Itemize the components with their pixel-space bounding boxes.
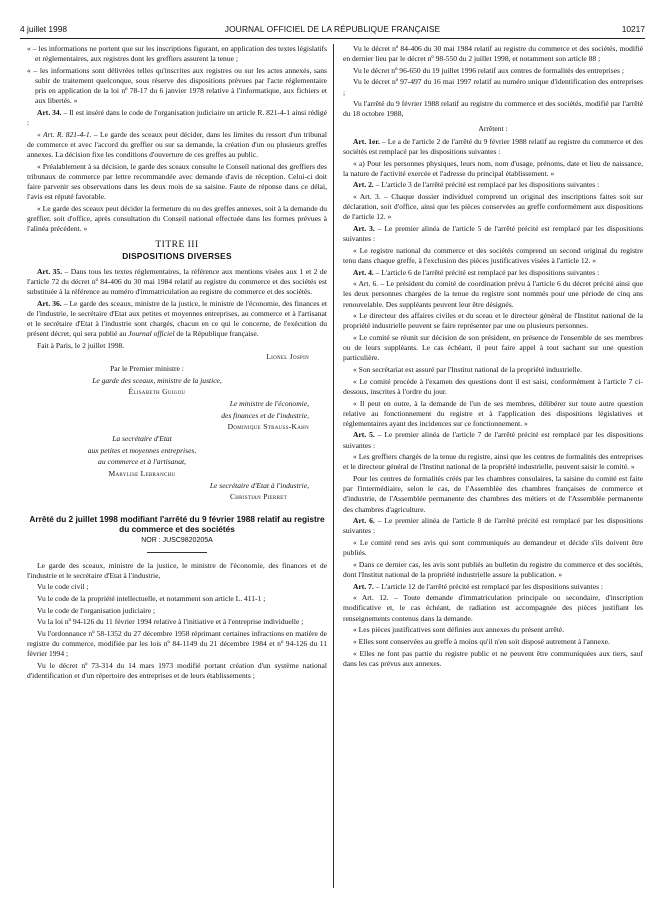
article-7: Art. 7. – L'article 12 de l'arrêté précité est remplacé par les dispositions suivantes : [353,581,604,591]
article-34-paragraph-2: « Préalablement à sa décision, le garde des sceaux consulte le Conseil national des greffiers des tribunaux de commerce par lettre recommandée avec demande d'avis de réception. Celui-ci doit faire parvenir ses observations dans les deux mois de sa saisine. Faute de réponse dans ce délai, l'avis est réputé favorable. [27,161,327,202]
article-6-quote-1: « Le comité rend ses avis qui sont communiqués au demandeur et décide s'ils doivent être publiés. [343,538,643,558]
article-4-quote-2: « Le directeur des affaires civiles et du sceau et le directeur général de l'Institut national de la propriété industrielle peuvent se faire représenter par une ou plusieurs personnes. [343,311,643,331]
article-4-quote-1: « Art. 6. – Le président du comité de coordination prévu à l'article 6 du décret précité ainsi que les deux personnes chargées de la tenue du registre sont nommés pour une période de cinq ans renouvelable. Des suppléants peuvent leur être désignés. [343,279,643,309]
vu-decret-96-650: Vu le décret nº 96-650 du 19 juillet 1996 relatif aux centres de formalités des entreprises ; [353,65,624,75]
secretaire-industrie-title: Le secrétaire d'Etat à l'industrie, [209,480,309,490]
vu-decret-73-314: Vu le décret nº 73-314 du 14 mars 1973 modifié portant création d'un système national d'identification et d'un répertoire des entreprises et de leurs établissements ; [27,660,327,681]
article-34-quote: « Art. R. 821-4-1. – Le garde des sceaux peut décider, dans les limites du ressort d'un tribunal de commerce et avec l'accord du greffier ou sur sa demande, la création d'un ou plusieurs greffes annexes. La décision fixe les conditions d'ouverture de ces greffes au public. [27,129,327,160]
secretaire-pme-title-1: La secrétaire d'Etat [112,433,172,443]
article-2-quote: « Art. 3. – Chaque dossier individuel comprend un original des inscriptions faites soit sur déclaration, soit d'office, ainsi que les pièces conservées au greffe conformément aux dispositions de l'article 12. » [343,192,643,222]
article-4-quote-3: « Le comité se réunit sur décision de son président, en présence de l'ensemble de ses membres ou de leurs suppléants. Le cas échéant, il peut faire appel à tout sachant sur une question particulière. [343,333,643,363]
vu-loi-94-126: Vu la loi nº 94-126 du 11 février 1994 relative à l'initiative et à l'entreprise individuelle ; [37,617,304,627]
column-divider [333,44,334,888]
ministre-economie-title-2: des finances et de l'industrie, [221,410,309,420]
secretaire-industrie-name: Christian Pierret [229,492,287,502]
article-34-paragraph-3: « Le garde des sceaux peut décider la fermeture du ou des greffes annexes, soit à la demande du greffier, soit d'office, après consultation du Conseil national effectuée dans les formes prévues à l'alinéa précédent. » [27,203,327,234]
article-7-quote-4: « Elles ne font pas partie du registre public et ne peuvent être communiquées aux tiers, sauf dans les cas prévus aux annexes. [343,648,643,668]
header-page-number: 10217 [621,24,645,34]
titre-subheading: DISPOSITIONS DIVERSES [122,251,232,262]
article-36: Art. 36. – Le garde des sceaux, ministre de la justice, le ministre de l'économie, des finances et de l'industrie, le secrétaire d'Etat aux petites et moyennes entreprises, au commerce et à l'artisanat et le secrétaire d'Etat à l'industrie sont chargés, chacun en ce qui le concerne, de l'exécution du présent décret, qui sera publié au Journal officiel de la République française. [27,298,327,339]
right-column [343,44,643,670]
bullet-informations-2: « – les informations sont délivrées telles qu'inscrites aux registres ou sur les actes annexés, sans subir de traitement quelconque, sous réserve des dispositions prévues par l'acte réglementaire pris en application de la loi nº 78-17 du 6 janvier 1978 relative à l'informatique, aux fichiers et aux libertés. » [27,65,327,106]
article-3-quote: « Le registre national du commerce et des sociétés comprend un second original du registre tenu dans chaque greffe, à l'exclusion des pièces justificatives visées à l'article 12. » [343,245,643,265]
vu-code-propriete: Vu le code de la propriété intellectuelle, et notamment son article L. 411-1 ; [37,594,266,604]
article-4-quote-6: « Il peut en outre, à la demande de l'un de ses membres, délibérer sur toute autre question relative au fonctionnement du registre et à l'application des dispositions législatives et réglementaires ayant des incidences sur ce fonctionnement. » [343,398,643,428]
page-header [20,24,645,39]
article-5-quote-1: « Les greffiers chargés de la tenue du registre, ainsi que les centres de formalités des entreprises et le directeur général de l'Institut national de la propriété industrielle, peuvent saisir le comité. » [343,452,643,472]
article-5: Art. 5. – Le premier alinéa de l'article 7 de l'arrêté précité est remplacé par les dispositions suivantes : [343,430,644,450]
ministre-economie-title-1: Le ministre de l'économie, [229,399,309,408]
separator-line [147,552,207,553]
article-3: Art. 3. – Le premier alinéa de l'article 5 de l'arrêté précité est remplacé par les dispositions suivantes : [343,224,644,244]
article-7-quote-1: « Art. 12. – Toute demande d'immatriculation principale ou secondaire, d'inscription modificative et, le cas échéant, de radiation est accompagnée des pièces justifiant les renseignements contenus dans la demande. [343,593,643,623]
header-journal-title: JOURNAL OFFICIEL DE LA RÉPUBLIQUE FRANÇAISE [224,24,441,34]
vu-arrete-1988: Vu l'arrêté du 9 février 1988 relatif au registre du commerce et des sociétés, modifié par l'arrêté du 18 octobre 1988, [343,99,643,119]
left-column [27,44,327,683]
article-7-quote-3: « Elles sont conservées au greffe à moins qu'il n'en soit disposé autrement à l'annexe. [353,636,610,646]
article-6: Art. 6. – Le premier alinéa de l'article 8 de l'arrêté précité est remplacé par les dispositions suivantes : [343,516,644,536]
vu-ordonnance-58-1352: Vu l'ordonnance nº 58-1352 du 27 décembre 1958 réprimant certaines infractions en matière de registre du commerce, modifiée par les lois nº 84-1149 du 21 décembre 1984 et nº 94-126 du 11 février 1994 ; [27,629,327,659]
ministre-economie-name: Dominique Strauss-Kahn [227,422,309,432]
article-4-quote-4: « Son secrétariat est assuré par l'Institut national de la propriété industrielle. [353,365,582,375]
article-35: Art. 35. – Dans tous les textes réglementaires, la référence aux mentions visées aux 1 et 2 de l'article 72 du décret nº 84-406 du 30 mai 1984 relatif au registre du commerce et des sociétés est substituée à la référence au numéro d'immatriculation au registre du commerce et des sociétés. [27,266,327,296]
fait-a-paris: Fait à Paris, le 2 juillet 1998. [37,340,125,350]
article-1-quote: « a) Pour les personnes physiques, leurs nom, nom d'usage, prénoms, date et lieu de naissance, la nature de l'activité exercée et l'adresse du principal établissement. » [343,158,643,178]
vu-code-civil: Vu le code civil ; [37,582,89,592]
article-4: Art. 4. – L'article 6 de l'arrêté précité est remplacé par les dispositions suivantes : [353,267,600,277]
secretaire-pme-name: Marylise Lebranchu [108,468,176,478]
titre-heading: TITRE III [155,240,199,251]
header-date: 4 juillet 1998 [20,24,68,34]
article-4-quote-5: « Le comité procède à l'examen des questions dont il est saisi, conformément à l'article 7 ci-dessous, inscrites à l'ordre du jour. [343,376,643,396]
arrete-intro: Le garde des sceaux, ministre de la justice, le ministre de l'économie, des finances et de l'industrie et le secrétaire d'Etat à l'industrie, [27,560,327,580]
article-2: Art. 2. – L'article 3 de l'arrêté précité est remplacé par les dispositions suivantes : [353,180,600,190]
article-6-quote-2: « Dans ce dernier cas, les avis sont publiés au bulletin du registre du commerce et des sociétés, dont l'Institut national de la propriété industrielle assure la publication. » [343,559,643,579]
garde-des-sceaux-title: Le garde des sceaux, ministre de la justice, [92,375,222,385]
arrete-title: Arrêté du 2 juillet 1998 modifiant l'arrêté du 9 février 1988 relatif au registre du commerce et des sociétés [29,514,325,535]
vu-decret-84-406: Vu le décret nº 84-406 du 30 mai 1984 relatif au registre du commerce et des sociétés, modifié en dernier lieu par le décret nº 98-550 du 2 juillet 1998, et notamment son article 88 ; [343,44,643,64]
article-34: Art. 34. – Il est inséré dans le code de l'organisation judiciaire un article R. 821-4-1 ainsi rédigé : [27,107,327,128]
article-7-quote-2: « Les pièces justificatives sont définies aux annexes du présent arrêté. [353,625,565,635]
article-1: Art. 1er. – Le a de l'article 2 de l'arrêté du 9 février 1988 relatif au registre du commerce et des sociétés est remplacé par les dispositions suivantes : [343,136,643,156]
secretaire-pme-title-3: au commerce et à l'artisanat, [98,457,186,467]
bullet-informations-1: « – les informations ne portent que sur les inscriptions figurant, en application des textes législatifs et réglementaires, aux registres dont les greffiers assurent la tenue ; [27,44,327,64]
vu-code-organisation: Vu le code de l'organisation judiciaire ; [37,605,156,615]
garde-des-sceaux-name: Élisabeth Guigou [128,387,186,397]
nor-reference: NOR : JUSC9820205A [141,537,213,545]
vu-decret-97-497: Vu le décret nº 97-497 du 16 mai 1997 relatif au numéro unique d'identification des entreprises ; [343,77,643,97]
arretent: Arrêtent : [478,123,508,133]
secretaire-pme-title-2: aux petites et moyennes entreprises, [87,445,197,455]
par-le-premier-ministre: Par le Premier ministre : [110,364,184,374]
signature-premier-ministre: Lionel Jospin [266,352,309,362]
article-5-quote-2: Pour les centres de formalités créés par les chambres consulaires, la saisine du comité est faite par l'intermédiaire, selon le cas, de l'Assemblée des chambres françaises de commerce et d'industrie, de l'Assemblée permanente des chambres des métiers et de l'Assemblée permanente des chambres d'agriculture. [343,474,643,514]
